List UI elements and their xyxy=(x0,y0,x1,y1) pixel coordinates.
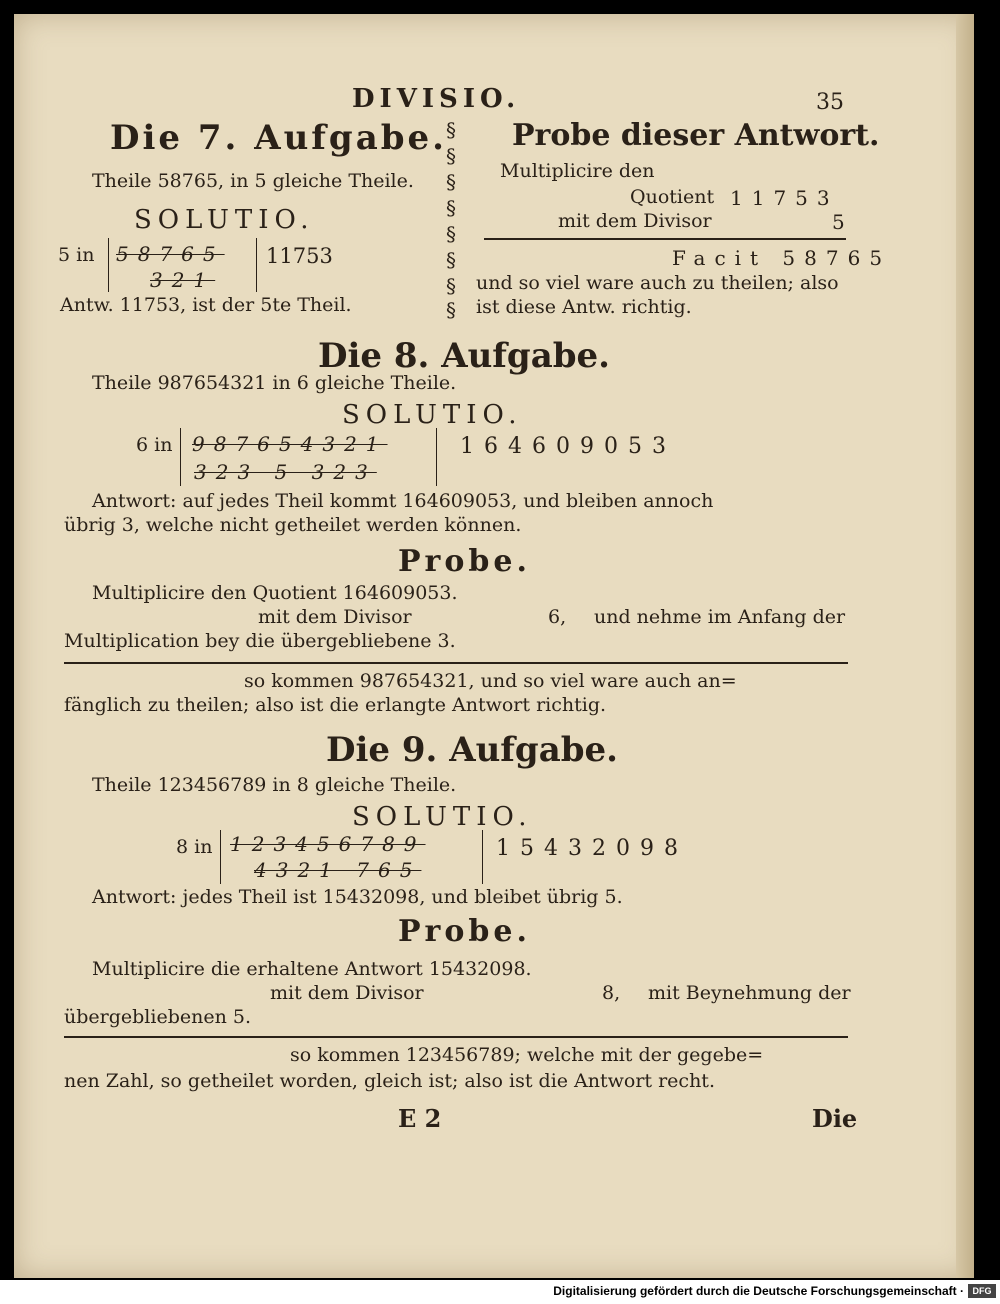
running-header: DIVISIO. xyxy=(352,84,521,114)
task-7-dividend: 58765 xyxy=(116,242,225,266)
division-bar-left xyxy=(220,830,221,884)
probe-9-line2-rest: mit Beynehmung der xyxy=(648,982,851,1004)
task-8-quotient: 164609053 xyxy=(460,434,676,459)
signature-mark: E 2 xyxy=(398,1104,442,1133)
footer-credit: Digitalisierung gefördert durch die Deutsche Forschungsgemeinschaft · xyxy=(553,1284,964,1298)
task-9-heading: Die 9. Aufgabe. xyxy=(326,730,618,770)
task-7-solutio: SOLUTIO. xyxy=(134,205,315,235)
probe-9-line4: so kommen 123456789; welche mit der gegebe= xyxy=(290,1044,764,1066)
section-sign: § xyxy=(446,170,456,194)
division-bar-right xyxy=(256,238,257,292)
probe-8-line3: Multiplication bey die übergebliebene 3. xyxy=(64,630,456,652)
section-sign: § xyxy=(446,144,456,168)
probe-9-divisor-value: 8, xyxy=(602,982,621,1004)
section-sign: § xyxy=(446,222,456,246)
task-9-quotient: 15432098 xyxy=(496,836,688,861)
probe-9-line1: Multiplicire die erhaltene Antwort 15432098. xyxy=(92,958,532,980)
probe-9-heading: Probe. xyxy=(398,914,531,949)
probe-8-line4: so kommen 987654321, und so viel ware auch an= xyxy=(244,670,737,692)
catchword: Die xyxy=(812,1104,858,1133)
footer-bar xyxy=(0,1280,1000,1304)
task-9-text: Theile 123456789 in 8 gleiche Theile. xyxy=(92,774,457,796)
task-8-heading: Die 8. Aufgabe. xyxy=(318,336,610,376)
task-9-dividend: 123456789 xyxy=(230,832,426,856)
task-8-divisor: 6 in xyxy=(136,434,173,456)
task-8-answer-2: übrig 3, welche nicht getheilet werden können. xyxy=(64,514,522,536)
division-bar-right xyxy=(482,830,483,884)
task-8-answer-1: Antwort: auf jedes Theil kommt 164609053, und bleiben annoch xyxy=(92,490,714,512)
page-edge xyxy=(956,14,974,1278)
task-9-answer: Antwort: jedes Theil ist 15432098, und bleibet übrig 5. xyxy=(92,886,623,908)
task-7-heading: Die 7. Aufgabe. xyxy=(110,118,447,158)
probe-7-line5: und so viel ware auch zu theilen; also xyxy=(476,272,839,294)
section-sign: § xyxy=(446,118,456,142)
division-bar-left xyxy=(180,428,181,486)
task-7-answer: Antw. 11753, ist der 5te Theil. xyxy=(60,294,352,316)
section-sign: § xyxy=(446,298,456,322)
task-9-divisor: 8 in xyxy=(176,836,213,858)
division-bar-left xyxy=(108,238,109,292)
task-7-quotient: 11753 xyxy=(266,244,333,268)
division-bar-right xyxy=(436,428,437,486)
probe-9-divisor-label: mit dem Divisor xyxy=(270,982,424,1004)
probe-7-facit: Facit 58765 xyxy=(672,246,892,270)
probe-9-line5: nen Zahl, so getheilet worden, gleich ist; also ist die Antwort recht. xyxy=(64,1070,715,1092)
probe-8-heading: Probe. xyxy=(398,544,531,579)
probe-8-line1: Multiplicire den Quotient 164609053. xyxy=(92,582,458,604)
probe-7-line1: Multiplicire den xyxy=(500,160,655,182)
task-8-text: Theile 987654321 in 6 gleiche Theile. xyxy=(92,372,457,394)
probe-7-divisor-value: 5 xyxy=(832,210,854,234)
task-8-solutio: SOLUTIO. xyxy=(342,400,523,430)
probe-8-divisor-label: mit dem Divisor xyxy=(258,606,412,628)
probe-7-quotient-label: Quotient xyxy=(630,186,715,208)
task-8-dividend: 987654321 xyxy=(192,432,388,456)
probe-8-line5: fänglich zu theilen; also ist die erlangte Antwort richtig. xyxy=(64,694,607,716)
multiplication-rule xyxy=(64,662,848,664)
task-8-remainders: 323 5 323 xyxy=(194,460,377,484)
task-7-divisor: 5 in xyxy=(58,244,95,266)
section-sign: § xyxy=(446,274,456,298)
task-7-remainders: 321 xyxy=(150,268,216,292)
task-9-remainders: 4321 765 xyxy=(254,858,422,882)
section-sign: § xyxy=(446,248,456,272)
dfg-logo-icon: DFG xyxy=(968,1284,996,1298)
section-sign: § xyxy=(446,196,456,220)
probe-8-divisor-value: 6, xyxy=(548,606,567,628)
probe-7-divisor-label: mit dem Divisor xyxy=(558,210,712,232)
task-7-text: Theile 58765, in 5 gleiche Theile. xyxy=(92,170,414,192)
probe-8-line2-rest: und nehme im Anfang der xyxy=(594,606,846,628)
probe-9-line3: übergebliebenen 5. xyxy=(64,1006,251,1028)
probe-7-quotient-value: 11753 xyxy=(730,186,839,210)
probe-7-heading: Probe dieser Antwort. xyxy=(512,118,880,153)
multiplication-rule xyxy=(64,1036,848,1038)
page-number: 35 xyxy=(816,90,844,115)
multiplication-rule xyxy=(484,238,846,240)
probe-7-line6: ist diese Antw. richtig. xyxy=(476,296,692,318)
task-9-solutio: SOLUTIO. xyxy=(352,802,533,832)
